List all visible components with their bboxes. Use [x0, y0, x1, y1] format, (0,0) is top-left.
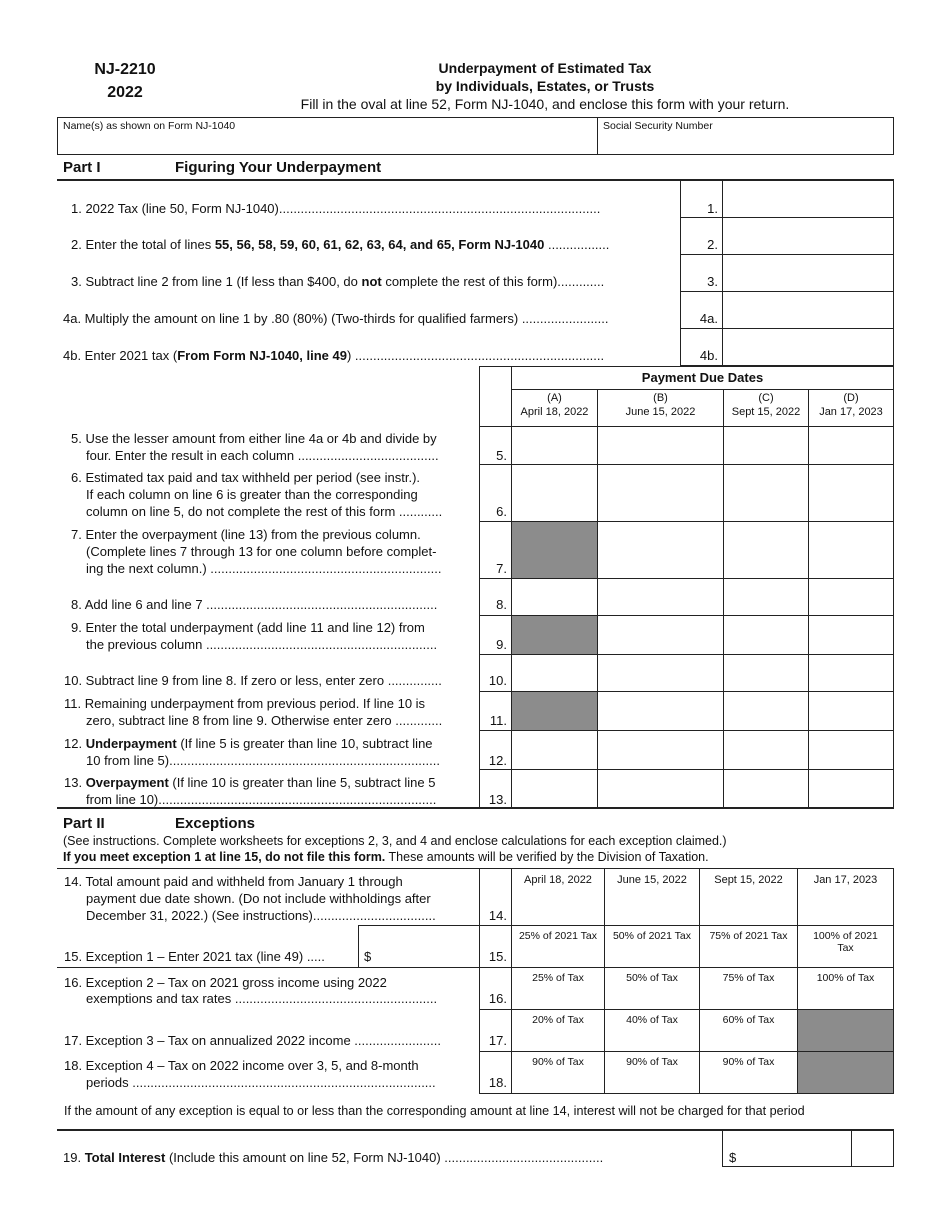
col-d-date: Jan 17, 2023 — [819, 406, 883, 418]
line16-col-d[interactable] — [798, 986, 893, 1008]
line10-number: 10. — [488, 673, 507, 688]
part2-title: Exceptions — [175, 815, 256, 832]
line13-text-2: from line 10)............................................................................. — [86, 792, 437, 807]
line5-col-b[interactable] — [598, 427, 723, 464]
line1-number: 1. — [707, 201, 718, 216]
line15-col-d[interactable] — [798, 956, 893, 966]
line14-col-d-header: Jan 17, 2023 — [813, 874, 878, 886]
exception-footer-note: If the amount of any exception is equal to or less than the corresponding amount at line 14, interest will not be charged for that period — [64, 1104, 805, 1118]
line2-amount[interactable] — [724, 219, 892, 253]
line9-text-2: the previous column ................................................................ — [86, 637, 438, 652]
line7-col-a-shaded — [512, 522, 597, 578]
name-field[interactable] — [60, 134, 594, 153]
line15-col-c-label: 75% of 2021 Tax — [709, 930, 788, 942]
line8-col-d[interactable] — [809, 579, 893, 615]
line2-text: 2. Enter the total of lines 55, 56, 58, 59, 60, 61, 62, 63, 64, and 65, Form NJ-1040 ................. — [71, 237, 610, 252]
form-year: 2022 — [107, 84, 143, 101]
line3-text: 3. Subtract line 2 from line 1 (If less than $400, do not complete the rest of this form)............. — [71, 274, 605, 289]
line6-text-1: 6. Estimated tax paid and tax withheld per period (see instr.). — [71, 470, 421, 485]
part1-label: Part I — [63, 159, 101, 176]
line9-col-a-shaded — [512, 616, 597, 654]
line16-col-d-label: 100% of Tax — [816, 972, 875, 984]
line11-text-2: zero, subtract line 8 from line 9. Otherwise enter zero ............. — [86, 713, 443, 728]
line17-text: 17. Exception 3 – Tax on annualized 2022 income ........................ — [64, 1033, 441, 1048]
line19-total-interest-cents[interactable] — [852, 1131, 892, 1165]
line14-text-1: 14. Total amount paid and withheld from January 1 through — [64, 874, 403, 889]
line19-dollar: $ — [729, 1150, 737, 1165]
line4b-amount[interactable] — [724, 330, 892, 364]
line14-col-b-header: June 15, 2022 — [617, 874, 687, 886]
line10-col-c[interactable] — [724, 655, 808, 691]
line8-col-a[interactable] — [512, 579, 597, 615]
line11-col-a-shaded — [512, 692, 597, 730]
line7-col-d[interactable] — [809, 522, 893, 578]
line14-col-d[interactable] — [798, 889, 893, 924]
line7-text-3: ing the next column.) ................................................................ — [86, 561, 442, 576]
part2-note-1: (See instructions. Complete worksheets for exceptions 2, 3, and 4 and enclose calculations for each exception claimed.) — [63, 834, 727, 848]
line16-col-a-label: 25% of Tax — [532, 972, 584, 984]
line8-col-c[interactable] — [724, 579, 808, 615]
line14-text-3: December 31, 2022.) (See instructions).................................. — [86, 908, 436, 923]
form-instruction: Fill in the oval at line 52, Form NJ-1040, and enclose this form with your return. — [300, 96, 790, 112]
line2-number: 2. — [707, 237, 718, 252]
line16-number: 16. — [488, 991, 507, 1006]
line1-text: 1. 2022 Tax (line 50, Form NJ-1040)......................................................................................... — [71, 201, 601, 216]
line16-col-c-label: 75% of Tax — [722, 972, 775, 984]
line14-col-a[interactable] — [512, 889, 604, 924]
line12-col-c[interactable] — [724, 731, 808, 769]
line17-col-b-label: 40% of Tax — [626, 1014, 678, 1026]
line14-col-a-header: April 18, 2022 — [524, 874, 592, 886]
line12-text-1: 12. Underpayment (If line 5 is greater than line 10, subtract line — [64, 736, 433, 751]
col-b-date: June 15, 2022 — [625, 406, 696, 418]
line13-col-d[interactable] — [809, 770, 893, 807]
col-b-letter: (B) — [653, 392, 668, 404]
line13-col-b[interactable] — [598, 770, 723, 807]
line15-col-d-label-2: Tax — [837, 942, 854, 954]
line3-amount[interactable] — [724, 256, 892, 290]
line19-text: 19. Total Interest (Include this amount on line 52, Form NJ-1040) ............................................ — [63, 1150, 604, 1165]
form-title-line2: by Individuals, Estates, or Trusts — [435, 78, 655, 94]
line7-number: 7. — [496, 561, 507, 576]
line5-text-1: 5. Use the lesser amount from either line 4a or 4b and divide by — [71, 431, 437, 446]
line17-number: 17. — [488, 1033, 507, 1048]
line18-number: 18. — [488, 1075, 507, 1090]
line15-col-a[interactable] — [512, 945, 604, 966]
line12-text-2: 10 from line 5)........................................................................... — [86, 753, 440, 768]
line9-col-d[interactable] — [809, 616, 893, 654]
line18-col-c[interactable] — [700, 1070, 797, 1092]
line16-text-1: 16. Exception 2 – Tax on 2021 gross income using 2022 — [64, 975, 387, 990]
col-a-date: April 18, 2022 — [520, 406, 589, 418]
line9-number: 9. — [496, 637, 507, 652]
line17-col-c-label: 60% of Tax — [722, 1014, 775, 1026]
line17-col-a[interactable] — [512, 1028, 604, 1050]
ssn-label: Social Security Number — [603, 120, 713, 132]
line14-number: 14. — [488, 908, 507, 923]
line15-col-d-label-1: 100% of 2021 — [813, 930, 878, 942]
line13-col-c[interactable] — [724, 770, 808, 807]
part2-label: Part II — [63, 815, 105, 832]
line6-text-3: column on line 5, do not complete the rest of this form ............ — [86, 504, 443, 519]
line17-col-a-label: 20% of Tax — [532, 1014, 584, 1026]
line14-text-2: payment due date shown. (Do not include withholdings after — [86, 891, 431, 906]
line6-text-2: If each column on line 6 is greater than the corresponding — [86, 487, 418, 502]
line18-text-1: 18. Exception 4 – Tax on 2022 income over 3, 5, and 8-month — [64, 1058, 419, 1073]
line18-col-c-label: 90% of Tax — [722, 1056, 775, 1068]
line6-number: 6. — [496, 504, 507, 519]
line7-col-c[interactable] — [724, 522, 808, 578]
line7-col-b[interactable] — [598, 522, 723, 578]
line12-col-b[interactable] — [598, 731, 723, 769]
line4a-text: 4a. Multiply the amount on line 1 by .80 (80%) (Two-thirds for qualified farmers) ........................ — [63, 311, 609, 326]
line14-col-c-header: Sept 15, 2022 — [714, 874, 783, 886]
form-title-line1: Underpayment of Estimated Tax — [438, 60, 652, 76]
line18-col-d-shaded — [798, 1052, 893, 1093]
line15-col-b-label: 50% of 2021 Tax — [612, 930, 692, 942]
line13-text-1: 13. Overpayment (If line 10 is greater than line 5, subtract line 5 — [64, 775, 436, 790]
line17-col-c[interactable] — [700, 1028, 797, 1050]
line6-col-b[interactable] — [598, 465, 723, 521]
line14-col-c[interactable] — [700, 889, 797, 924]
line9-col-c[interactable] — [724, 616, 808, 654]
line10-text: 10. Subtract line 9 from line 8. If zero or less, enter zero ............... — [64, 673, 442, 688]
line15-amount[interactable] — [374, 930, 478, 966]
line11-number: 11. — [489, 713, 507, 728]
line18-col-b[interactable] — [605, 1070, 699, 1092]
col-a-letter: (A) — [547, 392, 562, 404]
line17-col-d-shaded — [798, 1010, 893, 1051]
line13-number: 13. — [488, 792, 507, 807]
payment-due-dates-title: Payment Due Dates — [641, 370, 764, 385]
line9-col-b[interactable] — [598, 616, 723, 654]
line3-number: 3. — [707, 274, 718, 289]
line16-col-b-label: 50% of Tax — [626, 972, 678, 984]
line18-col-a[interactable] — [512, 1070, 604, 1092]
line10-col-d[interactable] — [809, 655, 893, 691]
line4b-text: 4b. Enter 2021 tax (From Form NJ-1040, line 49) ..................................................................... — [63, 348, 605, 363]
line5-col-a[interactable] — [512, 427, 597, 464]
line13-col-a[interactable] — [512, 770, 597, 807]
line15-col-c[interactable] — [700, 945, 797, 966]
line8-number: 8. — [496, 597, 507, 612]
line15-text: 15. Exception 1 – Enter 2021 tax (line 49) ..... — [64, 949, 325, 964]
line5-text-2: four. Enter the result in each column ....................................... — [86, 448, 439, 463]
line16-col-b[interactable] — [605, 986, 699, 1008]
line12-number: 12. — [488, 753, 507, 768]
line10-col-b[interactable] — [598, 655, 723, 691]
line16-text-2: exemptions and tax rates ........................................................ — [86, 991, 438, 1006]
line15-number: 15. — [488, 949, 507, 964]
line7-text-2: (Complete lines 7 through 13 for one column before complet- — [86, 544, 437, 559]
line17-col-b[interactable] — [605, 1028, 699, 1050]
name-label: Name(s) as shown on Form NJ-1040 — [63, 120, 236, 132]
line14-col-b[interactable] — [605, 889, 699, 924]
line5-number: 5. — [496, 448, 507, 463]
line12-col-a[interactable] — [512, 731, 597, 769]
line16-col-a[interactable] — [512, 986, 604, 1008]
line8-col-b[interactable] — [598, 579, 723, 615]
line11-col-d[interactable] — [809, 692, 893, 730]
line18-col-b-label: 90% of Tax — [626, 1056, 678, 1068]
part1-title: Figuring Your Underpayment — [175, 159, 382, 176]
line15-col-b[interactable] — [605, 945, 699, 966]
line16-col-c[interactable] — [700, 986, 797, 1008]
line15-dollar: $ — [364, 949, 372, 964]
line19-total-interest-dollars[interactable] — [740, 1131, 850, 1165]
line4b-number: 4b. — [699, 348, 718, 363]
line18-col-a-label: 90% of Tax — [532, 1056, 584, 1068]
line5-col-c[interactable] — [724, 427, 808, 464]
line6-col-d[interactable] — [809, 465, 893, 521]
part2-note-2: If you meet exception 1 at line 15, do not file this form. These amounts will be verified by the Division of Taxation. — [63, 850, 709, 864]
line5-col-d[interactable] — [809, 427, 893, 464]
line10-col-a[interactable] — [512, 655, 597, 691]
line11-text-1: 11. Remaining underpayment from previous period. If line 10 is — [64, 696, 426, 711]
col-d-letter: (D) — [843, 392, 859, 404]
line6-col-c[interactable] — [724, 465, 808, 521]
line9-text-1: 9. Enter the total underpayment (add line 11 and line 12) from — [71, 620, 425, 635]
line12-col-d[interactable] — [809, 731, 893, 769]
line7-text-1: 7. Enter the overpayment (line 13) from the previous column. — [71, 527, 421, 542]
col-c-date: Sept 15, 2022 — [731, 406, 801, 418]
line6-col-a[interactable] — [512, 465, 597, 521]
line8-text: 8. Add line 6 and line 7 ................................................................ — [71, 597, 438, 612]
line1-amount[interactable] — [724, 182, 892, 216]
line11-col-b[interactable] — [598, 692, 723, 730]
line11-col-c[interactable] — [724, 692, 808, 730]
line4a-amount[interactable] — [724, 293, 892, 327]
line15-col-a-label: 25% of 2021 Tax — [518, 930, 598, 942]
ssn-field[interactable] — [600, 134, 890, 153]
line18-text-2: periods .................................................................................... — [86, 1075, 436, 1090]
form-number: NJ-2210 — [94, 61, 156, 78]
line4a-number: 4a. — [699, 311, 718, 326]
col-c-letter: (C) — [758, 392, 774, 404]
